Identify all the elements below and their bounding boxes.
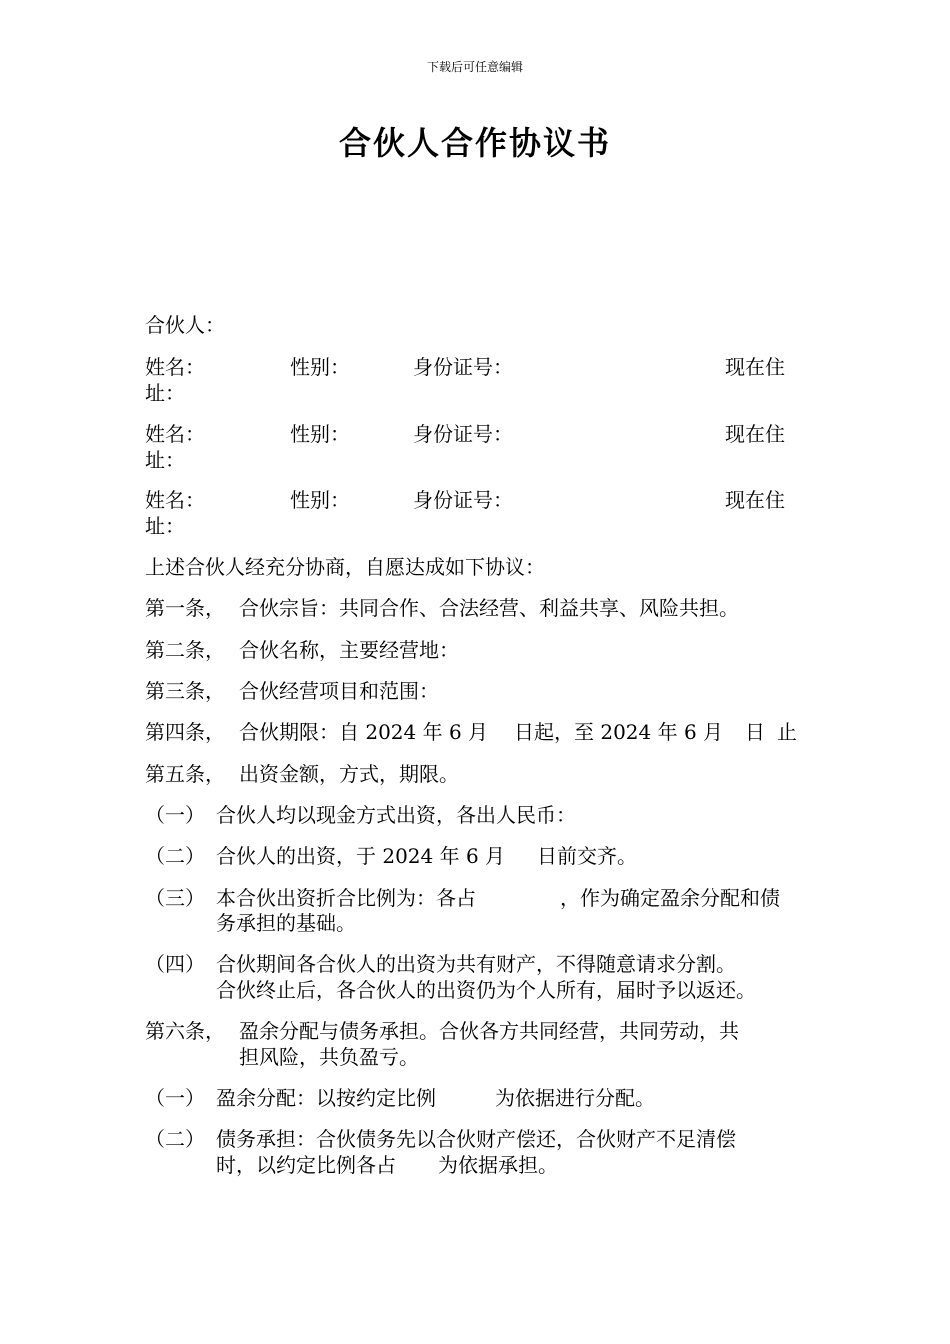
article-5-label: 第五条， bbox=[145, 762, 225, 786]
clause-label: （二） bbox=[145, 844, 205, 868]
clause-text: 为依据进行分配。 bbox=[495, 1086, 655, 1110]
article-2-label: 第二条， bbox=[145, 638, 225, 662]
article-4-text: 日 bbox=[745, 720, 765, 744]
clause-text: 债务承担：合伙债务先以合伙财产偿还，合伙财产不足清偿 bbox=[216, 1127, 736, 1151]
id-number-label: 身份证号： bbox=[413, 488, 513, 512]
clause-text: ，作为确定盈余分配和债 bbox=[560, 886, 780, 910]
clause-text: 日前交齐。 bbox=[537, 844, 637, 868]
clause-text: 时，以约定比例各占 bbox=[216, 1153, 396, 1177]
article-5-text: 出资金额，方式，期限。 bbox=[239, 762, 459, 786]
document-title: 合伙人合作协议书 bbox=[338, 124, 611, 162]
clause-label: （一） bbox=[145, 803, 205, 827]
article-4-text: 日起，至 2024 年 6 月 bbox=[514, 720, 724, 744]
clause-text: 合伙人均以现金方式出资，各出人民币： bbox=[216, 803, 576, 827]
article-4-text: 合伙期限：自 2024 年 6 月 bbox=[239, 720, 489, 744]
gender-label: 性别： bbox=[290, 355, 350, 379]
address-label: 现在住 bbox=[725, 355, 785, 379]
article-2-text: 合伙名称，主要经营地： bbox=[239, 638, 459, 662]
address-label: 现在住 bbox=[725, 422, 785, 446]
clause-text: 为依据承担。 bbox=[438, 1153, 558, 1177]
id-number-label: 身份证号： bbox=[413, 422, 513, 446]
partners-heading: 合伙人： bbox=[145, 313, 225, 337]
article-6-text: 盈余分配与债务承担。合伙各方共同经营，共同劳动，共 bbox=[239, 1019, 739, 1043]
intro-paragraph: 上述合伙人经充分协商，自愿达成如下协议： bbox=[145, 555, 545, 579]
clause-text: 盈余分配：以按约定比例 bbox=[216, 1086, 436, 1110]
clause-text: 本合伙出资折合比例为：各占 bbox=[216, 886, 476, 910]
clause-text: 合伙期间各合伙人的出资为共有财产，不得随意请求分割。 bbox=[216, 952, 736, 976]
name-label: 姓名： bbox=[145, 422, 205, 446]
clause-label: （一） bbox=[145, 1086, 205, 1110]
article-3-text: 合伙经营项目和范围： bbox=[239, 679, 439, 703]
article-6-text: 担风险，共负盈亏。 bbox=[239, 1045, 419, 1069]
clause-label: （四） bbox=[145, 952, 205, 976]
header-note: 下载后可任意编辑 bbox=[426, 60, 523, 74]
address-label-cont: 址： bbox=[145, 448, 185, 472]
gender-label: 性别： bbox=[290, 422, 350, 446]
name-label: 姓名： bbox=[145, 355, 205, 379]
clause-text: 合伙终止后，各合伙人的出资仍为个人所有，届时予以返还。 bbox=[216, 978, 756, 1002]
article-4-label: 第四条， bbox=[145, 720, 225, 744]
address-label-cont: 址： bbox=[145, 381, 185, 405]
clause-label: （三） bbox=[145, 886, 205, 910]
article-6-label: 第六条， bbox=[145, 1019, 225, 1043]
id-number-label: 身份证号： bbox=[413, 355, 513, 379]
gender-label: 性别： bbox=[290, 488, 350, 512]
address-label-cont: 址： bbox=[145, 514, 185, 538]
article-1-text: 合伙宗旨：共同合作、合法经营、利益共享、风险共担。 bbox=[239, 596, 739, 620]
clause-text: 合伙人的出资，于 2024 年 6 月 bbox=[216, 844, 506, 868]
name-label: 姓名： bbox=[145, 488, 205, 512]
address-label: 现在住 bbox=[725, 488, 785, 512]
clause-text: 务承担的基础。 bbox=[216, 911, 356, 935]
article-3-label: 第三条， bbox=[145, 679, 225, 703]
article-1-label: 第一条， bbox=[145, 596, 225, 620]
clause-label: （二） bbox=[145, 1127, 205, 1151]
article-4-text: 止 bbox=[777, 720, 797, 744]
